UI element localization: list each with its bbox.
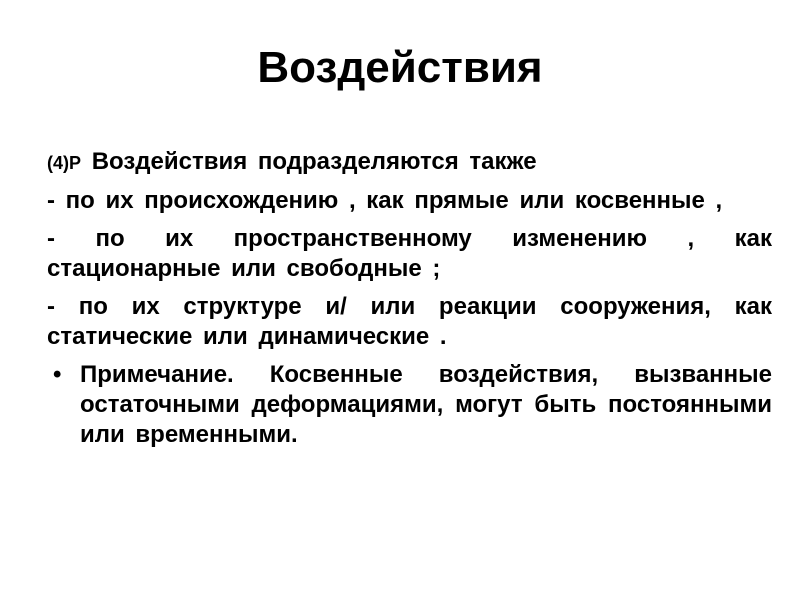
note-text: Примечание. Косвенные воздействия, вызванные остаточными деформациями, могут быть постоянными или временными. xyxy=(80,361,772,448)
list-item: - по их структуре и/ или реакции сооружения, как статические или динамические . xyxy=(47,293,772,350)
slide-body xyxy=(47,147,772,450)
list-item: - по их происхождению , как прямые или косвенные , xyxy=(47,187,723,214)
note-bullet xyxy=(47,360,772,450)
slide-title: Воздействия xyxy=(257,43,543,92)
list-item: - по их пространственному изменению , как стационарные или свободные ; xyxy=(47,225,772,282)
clause-number: (4)P xyxy=(47,153,82,173)
intro-text: Воздействия подразделяются также xyxy=(91,148,537,175)
intro-line xyxy=(47,147,772,178)
bullet-dot-icon: • xyxy=(53,361,62,388)
